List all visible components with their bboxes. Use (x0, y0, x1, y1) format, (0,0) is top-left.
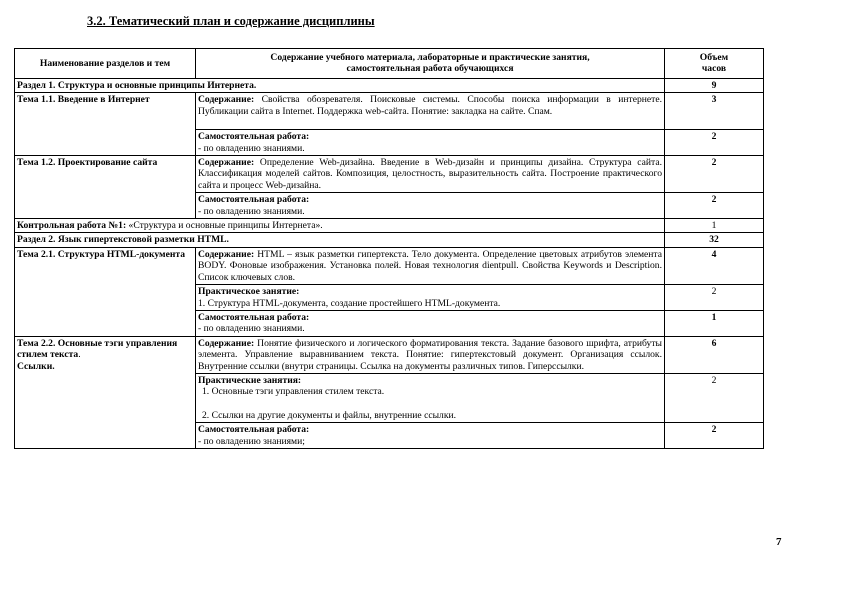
self-work-text: - по овладению знаниями. (198, 205, 305, 217)
table-header-row (15, 49, 764, 79)
header-sections: Наименование разделов и тем (15, 49, 196, 79)
topic-1-2-content-text: Определение Web-дизайна. Введение в Web-дизайн и принципы дизайна. Структура сайта. Классификация моделей сайтов. Композиция, целостность, выразительность сайта. Построение практического сайта и процесс Web-дизайна. (198, 157, 662, 191)
content-label: Содержание: (198, 337, 255, 349)
topic-2-2-content (196, 336, 665, 373)
practical-label: Практическое занятие: (198, 286, 300, 298)
topic-2-1-practical (196, 285, 665, 311)
header-hours (665, 49, 764, 79)
topic-2-2-content-hours: 6 (665, 336, 764, 373)
practical-item: 1. Структура HTML-документа, создание простейшего HTML-документа. (198, 297, 501, 309)
self-work-text: - по овладению знаниями. (198, 142, 305, 154)
self-work-label: Самостоятельная работа: (198, 311, 310, 323)
topic-2-1-name: Тема 2.1. Структура HTML-документа (15, 247, 196, 336)
practical-item-1: 1. Основные тэги управления стилем текста. (202, 386, 385, 398)
topic-1-2-content (196, 156, 665, 193)
topic-1-1-content-hours: 3 (665, 93, 764, 130)
control-work-row (15, 219, 764, 233)
topic-2-2-practical-hours: 2 (665, 373, 764, 422)
page-number: 7 (776, 536, 782, 548)
header-content-line1: Содержание учебного материала, лабораторные и практические занятия, (270, 52, 590, 63)
content-label: Содержание: (198, 94, 255, 106)
topic-2-1-content-row (15, 247, 764, 284)
topic-2-1-self-hours: 1 (665, 310, 764, 336)
topic-2-2-content-text: Понятие физического и логического форматирования текста. Задание базового шрифта, атрибуты элемента. Управление выравниванием текста. Понятие: гипертекстовый документ. Организация ссылок. Внутренние ссылки (внутри страницы. Ссылка на документы различных типов. Гиперссылки. (198, 337, 662, 372)
header-hours-line1: Объем (699, 52, 729, 63)
control-work-hours: 1 (665, 219, 764, 233)
self-work-label: Самостоятельная работа: (198, 424, 310, 436)
content-label: Содержание: (198, 248, 255, 260)
header-content (196, 49, 665, 79)
topic-2-2-content-row (15, 336, 764, 373)
topic-2-1-content-text: HTML – язык разметки гипертекста. Тело документа. Определение цветовых атрибутов элемента BODY. Фоновые изображения. Установка полей. Новая технология dientpull. Свойства Keywords и Description. Список ключевых слов. (198, 248, 662, 283)
self-work-label: Самостоятельная работа: (198, 194, 310, 206)
topic-2-2-self (196, 423, 665, 449)
self-work-text: - по овладению знаниями; (198, 435, 305, 447)
self-work-label: Самостоятельная работа: (198, 131, 310, 143)
control-work (15, 219, 665, 233)
topic-2-1-content (196, 247, 665, 284)
topic-2-1-self (196, 310, 665, 336)
section-1-hours: 9 (665, 78, 764, 92)
topic-1-2-name: Тема 1.2. Проектирование сайта (15, 156, 196, 219)
header-content-line2: самостоятельная работа обучающихся (346, 63, 514, 75)
topic-2-2-name-links: Ссылки. (17, 360, 55, 372)
section-2-title: Раздел 2. Язык гипертекстовой разметки HTML. (15, 233, 665, 247)
practicals-label: Практические занятия: (198, 374, 302, 386)
control-work-text: «Структура и основные принципы Интернета». (126, 220, 323, 232)
topic-1-1-self (196, 130, 665, 156)
topic-2-2-name-dot: . (78, 349, 81, 361)
topic-2-1-practical-hours: 2 (665, 285, 764, 311)
control-work-label: Контрольная работа №1: (17, 220, 127, 232)
topic-1-2-content-row (15, 156, 764, 193)
topic-1-1-content-row (15, 93, 764, 130)
section-1-row (15, 78, 764, 92)
topic-2-2-self-hours: 2 (665, 423, 764, 449)
topic-1-1-content (196, 93, 665, 130)
page-heading: 3.2. Тематический план и содержание дисциплины (87, 14, 375, 28)
topic-1-1-name: Тема 1.1. Введение в Интернет (15, 93, 196, 156)
content-label: Содержание: (198, 157, 255, 169)
topic-2-2-name (15, 336, 196, 448)
topic-1-2-self-hours: 2 (665, 193, 764, 219)
self-work-text: - по овладению знаниями. (198, 323, 305, 335)
section-1-title: Раздел 1. Структура и основные принципы Интернета. (15, 78, 665, 92)
topic-1-2-self (196, 193, 665, 219)
topic-1-1-self-hours: 2 (665, 130, 764, 156)
topic-2-2-practical (196, 373, 665, 422)
thematic-plan-table (14, 48, 764, 449)
section-2-row (15, 233, 764, 247)
section-2-hours: 32 (665, 233, 764, 247)
topic-1-2-content-hours: 2 (665, 156, 764, 193)
topic-2-1-content-hours: 4 (665, 247, 764, 284)
practical-item-2: 2. Ссылки на другие документы и файлы, внутренние ссылки. (202, 409, 457, 421)
topic-2-2-name-text: Тема 2.2. Основные тэги управления стилем текста (17, 337, 178, 361)
topic-1-1-content-text: Свойства обозревателя. Поисковые системы. Способы поиска информации в интернете. Публикации сайта в Internet. Поддержка web-сайта. Понятие: закладка на сайте. Спам. (198, 94, 662, 117)
header-hours-line2: часов (701, 63, 727, 75)
